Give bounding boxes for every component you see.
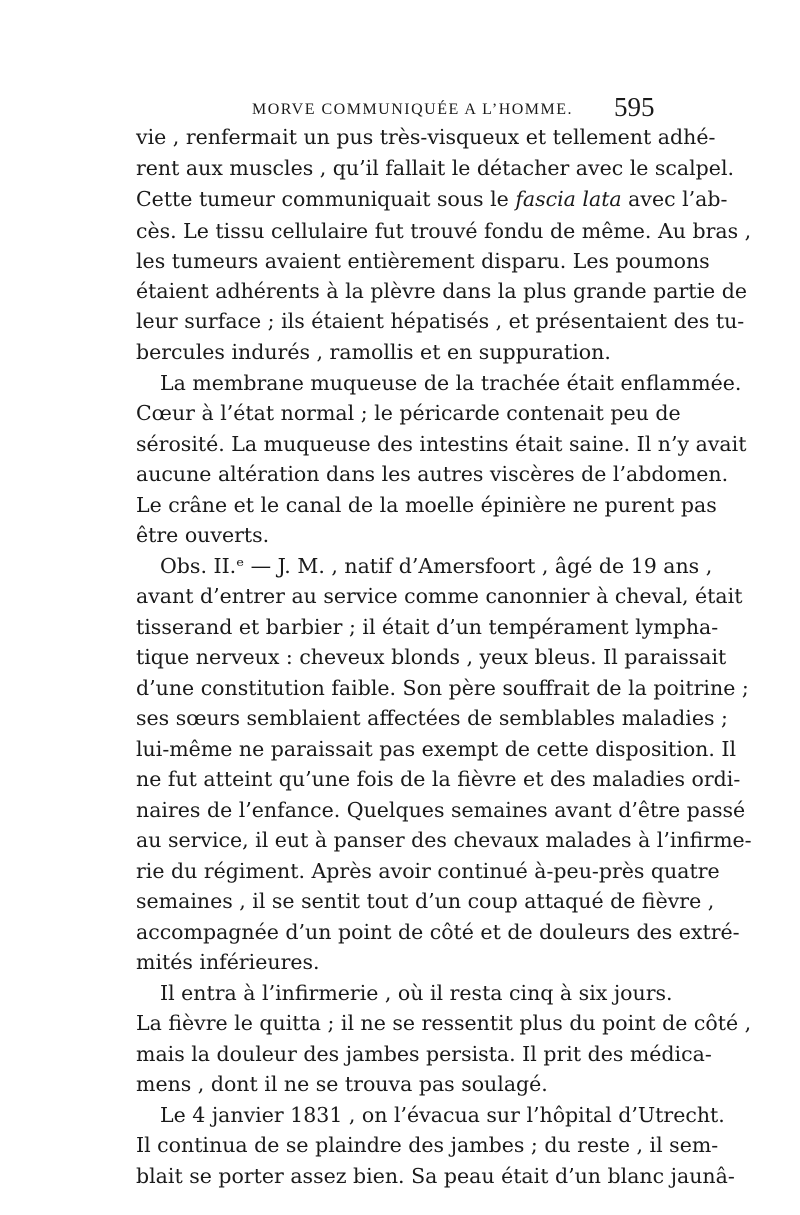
text-line: bercules indurés , ramollis et en suppuration.: [136, 340, 611, 364]
text-line: Le crâne et le canal de la moelle épinière ne purent pas: [136, 493, 717, 517]
text-line: les tumeurs avaient entièrement disparu. Les poumons: [136, 249, 710, 273]
emphasis-term: fascia lata: [515, 187, 622, 211]
text-line: leur surface ; ils étaient hépatisés , et présentaient des tu-: [136, 309, 745, 333]
text-line: Il continua de se plaindre des jambes ; du reste , il sem-: [136, 1133, 719, 1157]
text-line: rie du régiment. Après avoir continué à-peu-près quatre: [136, 859, 720, 883]
text-line: Il entra à l’infirmerie , où il resta cinq à six jours.: [160, 981, 673, 1005]
text-line: semaines , il se sentit tout d’un coup attaqué de fièvre ,: [136, 889, 715, 913]
text-line: vie , renfermait un pus très-visqueux et tellement adhé-: [136, 125, 716, 149]
text-line: Obs. II.ᵉ — J. M. , natif d’Amersfoort , âgé de 19 ans ,: [160, 554, 713, 578]
text-line: accompagnée d’un point de côté et de douleurs des extré-: [136, 920, 740, 944]
text-line: naires de l’enfance. Quelques semaines avant d’être passé: [136, 798, 746, 822]
text-line: être ouverts.: [136, 523, 270, 547]
text-line: au service, il eut à panser des chevaux malades à l’infirme-: [136, 828, 752, 852]
text-line: lui-même ne paraissait pas exempt de cette disposition. Il: [136, 737, 737, 761]
text-line: La membrane muqueuse de la trachée était enflammée.: [160, 371, 742, 395]
text-line: avant d’entrer au service comme canonnier à cheval, était: [136, 584, 743, 608]
text-line: mités inférieures.: [136, 950, 320, 974]
text-line: tisserand et barbier ; il était d’un tempérament lympha-: [136, 615, 719, 639]
text-line: La fièvre le quitta ; il ne se ressentit plus du point de côté ,: [136, 1011, 752, 1035]
text-line: Le 4 janvier 1831 , on l’évacua sur l’hôpital d’Utrecht.: [160, 1103, 725, 1127]
text-line: blait se porter assez bien. Sa peau était d’un blanc jaunâ-: [136, 1164, 735, 1188]
text-line: ses sœurs semblaient affectées de semblables maladies ;: [136, 706, 728, 730]
text-line: étaient adhérents à la plèvre dans la plus grande partie de: [136, 279, 747, 303]
text-line: Cette tumeur communiquait sous le fascia lata avec l’ab-: [136, 187, 728, 211]
text-line: sérosité. La muqueuse des intestins était saine. Il n’y avait: [136, 432, 747, 456]
text-line: rent aux muscles , qu’il fallait le détacher avec le scalpel.: [136, 156, 735, 180]
text-line: Cœur à l’état normal ; le péricarde contenait peu de: [136, 401, 681, 425]
text-line: aucune altération dans les autres viscères de l’abdomen.: [136, 462, 729, 486]
text-line: d’une constitution faible. Son père souffrait de la poitrine ;: [136, 676, 749, 700]
text-line: cès. Le tissu cellulaire fut trouvé fondu de même. Au bras ,: [136, 219, 752, 243]
text-line: tique nerveux : cheveux blonds , yeux bleus. Il paraissait: [136, 645, 727, 669]
page-number: 595: [614, 92, 655, 122]
text-line: mens , dont il ne se trouva pas soulagé.: [136, 1072, 548, 1096]
running-head: MORVE COMMUNIQUÉE A L’HOMME.: [252, 101, 574, 118]
text-line: ne fut atteint qu’une fois de la fièvre et des maladies ordi-: [136, 767, 741, 791]
text-line: mais la douleur des jambes persista. Il prit des médica-: [136, 1042, 712, 1066]
